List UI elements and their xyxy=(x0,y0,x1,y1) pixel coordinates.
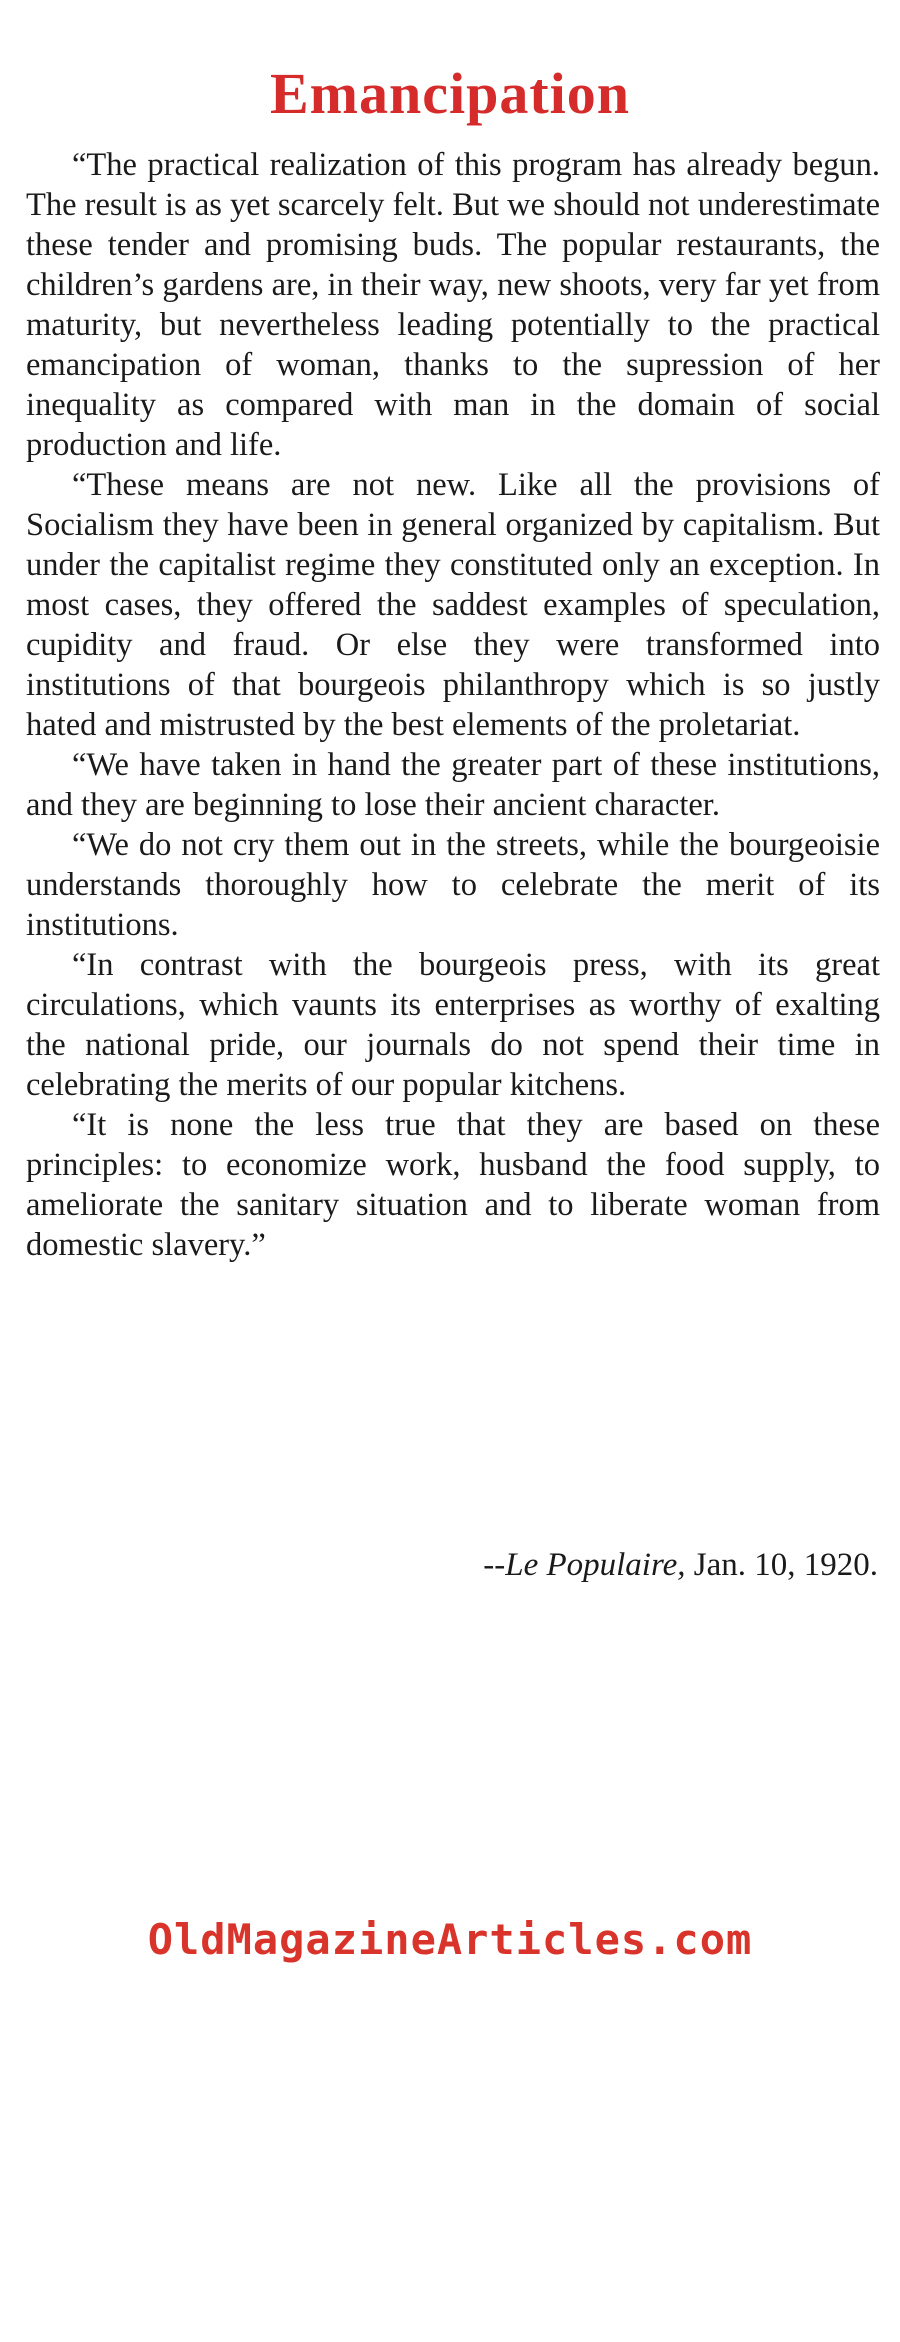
article-body xyxy=(26,145,880,1265)
paragraph-5: “In contrast with the bourgeois press, with its great circulations, which vaunts its enterprises as worthy of exalting the national pride, our journals do not spend their time in celebrating the merits of our popular kitchens. xyxy=(26,947,880,1103)
publication-name: Le Populaire, xyxy=(505,1547,686,1583)
paragraph-4: “We do not cry them out in the streets, while the bourgeoisie understands thoroughly how to celebrate the merit of its institutions. xyxy=(26,827,880,943)
paragraph-3: “We have taken in hand the greater part of these institutions, and they are beginning to lose their ancient character. xyxy=(26,747,880,823)
paragraph-1: “The practical realization of this program has already begun. The result is as yet scarcely felt. But we should not underestimate these tender and promising buds. The popular restaurants, the children’s gardens are, in their way, new shoots, very far yet from maturity, but nevertheless leading potentially to the practical emancipation of woman, thanks to the supression of her inequality as compared with man in the domain of social production and life. xyxy=(26,147,880,463)
paragraph-6: “It is none the less true that they are based on these principles: to economize work, husband the food supply, to ameliorate the sanitary situation and to liberate woman from domestic slavery.” xyxy=(26,1107,880,1263)
paragraph-2: “These means are not new. Like all the provisions of Socialism they have been in general organized by capitalism. But under the capitalist regime they constituted only an exception. In most cases, they offered the saddest examples of speculation, cupidity and fraud. Or else they were transformed into institutions of that bourgeois philanthropy which is so justly hated and mistrusted by the best elements of the proletariat. xyxy=(26,467,880,743)
publication-date: Jan. 10, 1920. xyxy=(685,1547,878,1583)
site-watermark: OldMagazineArticles.com xyxy=(147,1915,753,1964)
citation-dash: -- xyxy=(483,1547,506,1583)
article-title: Emancipation xyxy=(269,61,631,126)
source-citation xyxy=(483,1545,878,1585)
